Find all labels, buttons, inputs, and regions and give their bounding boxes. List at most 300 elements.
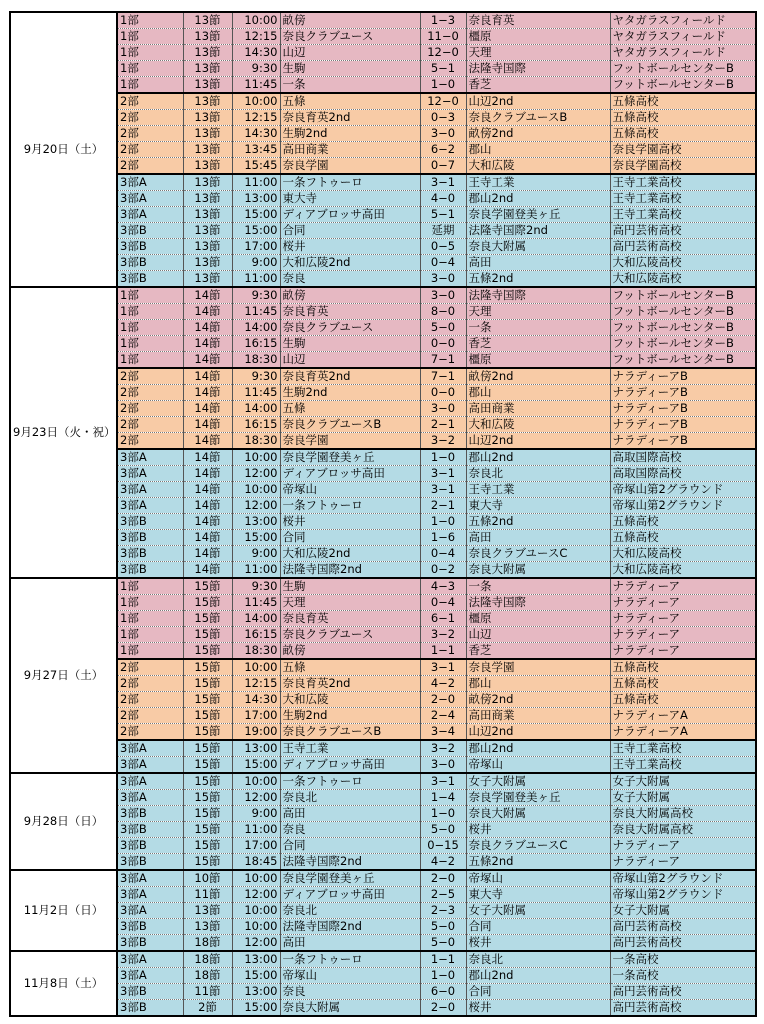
kickoff-time-cell: 18:30 <box>232 643 280 660</box>
venue-cell: 一条高校 <box>610 968 756 984</box>
kickoff-time-cell: 15:00 <box>232 968 280 984</box>
away-team-cell: 帝塚山 <box>466 757 610 774</box>
division-cell: 1部 <box>117 287 183 304</box>
home-team-cell: 山辺 <box>280 45 420 61</box>
away-team-cell: 香芝 <box>466 336 610 352</box>
kickoff-time-cell: 17:00 <box>232 239 280 255</box>
home-team-cell: 山辺 <box>280 352 420 369</box>
division-cell: 3部A <box>117 740 183 757</box>
kickoff-time-cell: 10:00 <box>232 659 280 676</box>
matchday-cell: 14節 <box>183 546 232 562</box>
kickoff-time-cell: 11:45 <box>232 77 280 94</box>
table-row <box>10 482 756 498</box>
matchday-cell: 15節 <box>183 708 232 724</box>
match-schedule-table <box>9 11 757 1017</box>
score-cell: 3−0 <box>420 126 466 142</box>
table-row <box>10 854 756 871</box>
matchday-cell: 13節 <box>183 142 232 158</box>
table-row <box>10 271 756 288</box>
table-row <box>10 773 756 790</box>
kickoff-time-cell: 9:00 <box>232 546 280 562</box>
table-row <box>10 935 756 952</box>
venue-cell: 高円芸術高校 <box>610 919 756 935</box>
home-team-cell: 奈良学園 <box>280 158 420 175</box>
home-team-cell: 奈良育英2nd <box>280 676 420 692</box>
division-cell: 1部 <box>117 352 183 369</box>
venue-cell: ヤタガラスフィールド <box>610 12 756 29</box>
home-team-cell: 奈良学園 <box>280 433 420 450</box>
date-cell: 9月28日（日） <box>10 773 117 870</box>
venue-cell: フットボールセンターB <box>610 77 756 94</box>
away-team-cell: 高田商業 <box>466 708 610 724</box>
score-cell: 5−1 <box>420 61 466 77</box>
table-row <box>10 692 756 708</box>
matchday-cell: 13節 <box>183 126 232 142</box>
matchday-cell: 13節 <box>183 903 232 919</box>
table-row <box>10 29 756 45</box>
kickoff-time-cell: 12:00 <box>232 887 280 903</box>
division-cell: 3部B <box>117 838 183 854</box>
venue-cell: 女子大附属 <box>610 790 756 806</box>
matchday-cell: 15節 <box>183 757 232 774</box>
home-team-cell: 一条フトゥーロ <box>280 174 420 191</box>
division-cell: 3部B <box>117 806 183 822</box>
division-cell: 1部 <box>117 320 183 336</box>
score-cell: 0−0 <box>420 385 466 401</box>
division-cell: 3部B <box>117 239 183 255</box>
table-row <box>10 1000 756 1017</box>
away-team-cell: 合同 <box>466 984 610 1000</box>
kickoff-time-cell: 17:00 <box>232 708 280 724</box>
kickoff-time-cell: 12:15 <box>232 29 280 45</box>
division-cell: 3部B <box>117 514 183 530</box>
kickoff-time-cell: 13:00 <box>232 951 280 968</box>
kickoff-time-cell: 15:00 <box>232 1000 280 1017</box>
table-row <box>10 498 756 514</box>
home-team-cell: ディアブロッサ高田 <box>280 757 420 774</box>
kickoff-time-cell: 15:00 <box>232 207 280 223</box>
table-row <box>10 126 756 142</box>
venue-cell: ナラディーアB <box>610 433 756 450</box>
table-row <box>10 951 756 968</box>
away-team-cell: 畝傍2nd <box>466 692 610 708</box>
matchday-cell: 14節 <box>183 466 232 482</box>
away-team-cell: 橿原 <box>466 29 610 45</box>
venue-cell: ナラディーアA <box>610 708 756 724</box>
kickoff-time-cell: 19:00 <box>232 724 280 741</box>
division-cell: 3部A <box>117 174 183 191</box>
matchday-cell: 18節 <box>183 935 232 952</box>
division-cell: 3部A <box>117 790 183 806</box>
venue-cell: 奈良大附属高校 <box>610 822 756 838</box>
table-row <box>10 417 756 433</box>
venue-cell: 五條高校 <box>610 530 756 546</box>
division-cell: 3部B <box>117 530 183 546</box>
away-team-cell: 郡山2nd <box>466 740 610 757</box>
away-team-cell: 高田 <box>466 530 610 546</box>
table-row <box>10 110 756 126</box>
away-team-cell: 法隆寺国際2nd <box>466 223 610 239</box>
score-cell: 3−2 <box>420 433 466 450</box>
division-cell: 3部A <box>117 951 183 968</box>
kickoff-time-cell: 14:30 <box>232 126 280 142</box>
venue-cell: 高円芸術高校 <box>610 223 756 239</box>
table-row <box>10 45 756 61</box>
score-cell: 3−2 <box>420 627 466 643</box>
table-row <box>10 207 756 223</box>
table-row <box>10 158 756 175</box>
home-team-cell: 一条フトゥーロ <box>280 951 420 968</box>
away-team-cell: 五條2nd <box>466 514 610 530</box>
matchday-cell: 14節 <box>183 530 232 546</box>
kickoff-time-cell: 16:15 <box>232 627 280 643</box>
home-team-cell: 桜井 <box>280 514 420 530</box>
table-row <box>10 968 756 984</box>
matchday-cell: 13節 <box>183 223 232 239</box>
matchday-cell: 14節 <box>183 385 232 401</box>
home-team-cell: 奈良クラブユース <box>280 29 420 45</box>
home-team-cell: ディアブロッサ高田 <box>280 207 420 223</box>
kickoff-time-cell: 10:00 <box>232 903 280 919</box>
table-row <box>10 870 756 887</box>
score-cell: 0−0 <box>420 336 466 352</box>
away-team-cell: 山辺 <box>466 627 610 643</box>
matchday-cell: 13節 <box>183 45 232 61</box>
matchday-cell: 13節 <box>183 207 232 223</box>
venue-cell: 大和広陵高校 <box>610 255 756 271</box>
home-team-cell: 大和広陵 <box>280 692 420 708</box>
home-team-cell: 合同 <box>280 838 420 854</box>
division-cell: 1部 <box>117 45 183 61</box>
kickoff-time-cell: 16:15 <box>232 336 280 352</box>
kickoff-time-cell: 18:30 <box>232 352 280 369</box>
score-cell: 2−4 <box>420 708 466 724</box>
home-team-cell: 一条 <box>280 77 420 94</box>
venue-cell: フットボールセンターB <box>610 336 756 352</box>
kickoff-time-cell: 14:00 <box>232 401 280 417</box>
home-team-cell: 高田 <box>280 935 420 952</box>
venue-cell: 王寺工業高校 <box>610 191 756 207</box>
division-cell: 2部 <box>117 385 183 401</box>
score-cell: 2−0 <box>420 1000 466 1017</box>
matchday-cell: 15節 <box>183 854 232 871</box>
division-cell: 2部 <box>117 126 183 142</box>
table-row <box>10 239 756 255</box>
score-cell: 0−4 <box>420 546 466 562</box>
matchday-cell: 14節 <box>183 336 232 352</box>
score-cell: 延期 <box>420 223 466 239</box>
division-cell: 2部 <box>117 158 183 175</box>
away-team-cell: 五條2nd <box>466 854 610 871</box>
division-cell: 3部A <box>117 887 183 903</box>
matchday-cell: 15節 <box>183 838 232 854</box>
date-cell: 11月8日（土） <box>10 951 117 1016</box>
kickoff-time-cell: 9:30 <box>232 368 280 385</box>
table-row <box>10 12 756 29</box>
kickoff-time-cell: 14:00 <box>232 320 280 336</box>
division-cell: 3部B <box>117 255 183 271</box>
matchday-cell: 13節 <box>183 158 232 175</box>
away-team-cell: 郡山2nd <box>466 449 610 466</box>
kickoff-time-cell: 11:00 <box>232 562 280 579</box>
away-team-cell: 香芝 <box>466 77 610 94</box>
kickoff-time-cell: 12:00 <box>232 466 280 482</box>
matchday-cell: 14節 <box>183 498 232 514</box>
away-team-cell: 王寺工業 <box>466 482 610 498</box>
away-team-cell: 王寺工業 <box>466 174 610 191</box>
away-team-cell: 山辺2nd <box>466 433 610 450</box>
division-cell: 3部B <box>117 223 183 239</box>
division-cell: 2部 <box>117 368 183 385</box>
table-row <box>10 757 756 774</box>
home-team-cell: 奈良育英2nd <box>280 110 420 126</box>
venue-cell: ナラディーアB <box>610 368 756 385</box>
table-row <box>10 984 756 1000</box>
home-team-cell: 奈良育英2nd <box>280 368 420 385</box>
division-cell: 3部B <box>117 984 183 1000</box>
home-team-cell: 奈良 <box>280 271 420 288</box>
date-cell: 9月23日（火・祝） <box>10 287 117 578</box>
kickoff-time-cell: 14:30 <box>232 45 280 61</box>
matchday-cell: 18節 <box>183 968 232 984</box>
kickoff-time-cell: 11:00 <box>232 822 280 838</box>
division-cell: 1部 <box>117 627 183 643</box>
score-cell: 1−6 <box>420 530 466 546</box>
venue-cell: ナラディーアB <box>610 385 756 401</box>
away-team-cell: 大和広陵 <box>466 158 610 175</box>
away-team-cell: 奈良大附属 <box>466 562 610 579</box>
kickoff-time-cell: 9:30 <box>232 287 280 304</box>
venue-cell: ナラディーアB <box>610 417 756 433</box>
table-row <box>10 352 756 369</box>
division-cell: 3部B <box>117 546 183 562</box>
score-cell: 1−4 <box>420 790 466 806</box>
venue-cell: 五條高校 <box>610 676 756 692</box>
division-cell: 2部 <box>117 676 183 692</box>
division-cell: 3部A <box>117 482 183 498</box>
division-cell: 3部A <box>117 466 183 482</box>
score-cell: 0−4 <box>420 595 466 611</box>
home-team-cell: 帝塚山 <box>280 482 420 498</box>
away-team-cell: 法隆寺国際 <box>466 595 610 611</box>
home-team-cell: 東大寺 <box>280 191 420 207</box>
away-team-cell: 高田 <box>466 255 610 271</box>
kickoff-time-cell: 15:00 <box>232 223 280 239</box>
away-team-cell: 橿原 <box>466 611 610 627</box>
date-cell: 9月20日（土） <box>10 12 117 287</box>
venue-cell: 女子大附属 <box>610 903 756 919</box>
kickoff-time-cell: 10:00 <box>232 449 280 466</box>
home-team-cell: 法隆寺国際2nd <box>280 919 420 935</box>
kickoff-time-cell: 12:15 <box>232 676 280 692</box>
away-team-cell: 郡山 <box>466 385 610 401</box>
score-cell: 0−7 <box>420 158 466 175</box>
score-cell: 12−0 <box>420 93 466 110</box>
score-cell: 7−1 <box>420 368 466 385</box>
division-cell: 3部A <box>117 968 183 984</box>
table-row <box>10 740 756 757</box>
venue-cell: 高円芸術高校 <box>610 935 756 952</box>
date-cell: 9月27日（土） <box>10 578 117 773</box>
division-cell: 3部B <box>117 822 183 838</box>
venue-cell: 帝塚山第2グラウンド <box>610 498 756 514</box>
kickoff-time-cell: 13:00 <box>232 984 280 1000</box>
venue-cell: 帝塚山第2グラウンド <box>610 887 756 903</box>
kickoff-time-cell: 10:00 <box>232 773 280 790</box>
table-row <box>10 61 756 77</box>
matchday-cell: 15節 <box>183 578 232 595</box>
venue-cell: 帝塚山第2グラウンド <box>610 870 756 887</box>
kickoff-time-cell: 10:00 <box>232 482 280 498</box>
division-cell: 2部 <box>117 142 183 158</box>
venue-cell: 五條高校 <box>610 110 756 126</box>
table-row <box>10 174 756 191</box>
score-cell: 3−2 <box>420 740 466 757</box>
table-row <box>10 578 756 595</box>
home-team-cell: 王寺工業 <box>280 740 420 757</box>
table-row <box>10 255 756 271</box>
kickoff-time-cell: 9:30 <box>232 61 280 77</box>
kickoff-time-cell: 10:00 <box>232 870 280 887</box>
matchday-cell: 13節 <box>183 191 232 207</box>
division-cell: 1部 <box>117 643 183 660</box>
matchday-cell: 14節 <box>183 449 232 466</box>
matchday-cell: 11節 <box>183 984 232 1000</box>
matchday-cell: 13節 <box>183 77 232 94</box>
venue-cell: 高円芸術高校 <box>610 1000 756 1017</box>
venue-cell: ナラディーア <box>610 627 756 643</box>
score-cell: 6−1 <box>420 611 466 627</box>
home-team-cell: 合同 <box>280 223 420 239</box>
score-cell: 5−0 <box>420 822 466 838</box>
score-cell: 1−0 <box>420 77 466 94</box>
matchday-cell: 15節 <box>183 822 232 838</box>
division-cell: 1部 <box>117 61 183 77</box>
matchday-cell: 13節 <box>183 110 232 126</box>
away-team-cell: 奈良大附属 <box>466 806 610 822</box>
venue-cell: ナラディーア <box>610 643 756 660</box>
division-cell: 3部A <box>117 207 183 223</box>
table-row <box>10 708 756 724</box>
table-row <box>10 336 756 352</box>
home-team-cell: 高田商業 <box>280 142 420 158</box>
kickoff-time-cell: 13:45 <box>232 142 280 158</box>
table-row <box>10 611 756 627</box>
away-team-cell: 帝塚山 <box>466 870 610 887</box>
home-team-cell: 生駒2nd <box>280 385 420 401</box>
matchday-cell: 14節 <box>183 368 232 385</box>
home-team-cell: 生駒 <box>280 578 420 595</box>
table-row <box>10 806 756 822</box>
score-cell: 4−0 <box>420 191 466 207</box>
away-team-cell: 天理 <box>466 45 610 61</box>
home-team-cell: ディアブロッサ高田 <box>280 466 420 482</box>
matchday-cell: 18節 <box>183 951 232 968</box>
table-row <box>10 142 756 158</box>
division-cell: 1部 <box>117 29 183 45</box>
away-team-cell: 桜井 <box>466 935 610 952</box>
venue-cell: 奈良大附属高校 <box>610 806 756 822</box>
home-team-cell: 一条フトゥーロ <box>280 498 420 514</box>
score-cell: 3−1 <box>420 659 466 676</box>
home-team-cell: 奈良育英 <box>280 304 420 320</box>
venue-cell: ナラディーア <box>610 838 756 854</box>
home-team-cell: 合同 <box>280 530 420 546</box>
table-row <box>10 433 756 450</box>
kickoff-time-cell: 14:30 <box>232 692 280 708</box>
away-team-cell: 畝傍2nd <box>466 368 610 385</box>
table-row <box>10 822 756 838</box>
away-team-cell: 桜井 <box>466 1000 610 1017</box>
score-cell: 1−0 <box>420 514 466 530</box>
table-row <box>10 887 756 903</box>
table-row <box>10 287 756 304</box>
division-cell: 1部 <box>117 304 183 320</box>
away-team-cell: 奈良クラブユースC <box>466 838 610 854</box>
table-row <box>10 466 756 482</box>
matchday-cell: 15節 <box>183 773 232 790</box>
venue-cell: 王寺工業高校 <box>610 757 756 774</box>
division-cell: 3部A <box>117 191 183 207</box>
table-row <box>10 546 756 562</box>
venue-cell: ヤタガラスフィールド <box>610 45 756 61</box>
home-team-cell: 生駒2nd <box>280 708 420 724</box>
score-cell: 1−1 <box>420 643 466 660</box>
score-cell: 5−0 <box>420 320 466 336</box>
kickoff-time-cell: 11:00 <box>232 174 280 191</box>
division-cell: 2部 <box>117 708 183 724</box>
kickoff-time-cell: 10:00 <box>232 919 280 935</box>
venue-cell: 高取国際高校 <box>610 466 756 482</box>
matchday-cell: 14節 <box>183 287 232 304</box>
home-team-cell: 奈良北 <box>280 903 420 919</box>
matchday-cell: 14節 <box>183 433 232 450</box>
away-team-cell: 奈良クラブユースB <box>466 110 610 126</box>
kickoff-time-cell: 11:00 <box>232 271 280 288</box>
venue-cell: ナラディーアB <box>610 401 756 417</box>
home-team-cell: 奈良 <box>280 822 420 838</box>
away-team-cell: 奈良育英 <box>466 12 610 29</box>
venue-cell: 大和広陵高校 <box>610 546 756 562</box>
table-row <box>10 530 756 546</box>
table-row <box>10 320 756 336</box>
score-cell: 5−1 <box>420 207 466 223</box>
score-cell: 4−2 <box>420 854 466 871</box>
score-cell: 0−15 <box>420 838 466 854</box>
division-cell: 2部 <box>117 433 183 450</box>
score-cell: 4−3 <box>420 578 466 595</box>
venue-cell: フットボールセンターB <box>610 320 756 336</box>
matchday-cell: 15節 <box>183 643 232 660</box>
home-team-cell: 畝傍 <box>280 287 420 304</box>
away-team-cell: 橿原 <box>466 352 610 369</box>
home-team-cell: 奈良クラブユース <box>280 320 420 336</box>
matchday-cell: 15節 <box>183 790 232 806</box>
division-cell: 2部 <box>117 93 183 110</box>
division-cell: 3部B <box>117 1000 183 1017</box>
table-row <box>10 385 756 401</box>
division-cell: 3部B <box>117 562 183 579</box>
away-team-cell: 天理 <box>466 304 610 320</box>
table-row <box>10 919 756 935</box>
kickoff-time-cell: 11:45 <box>232 595 280 611</box>
matchday-cell: 15節 <box>183 806 232 822</box>
score-cell: 0−4 <box>420 255 466 271</box>
matchday-cell: 13節 <box>183 239 232 255</box>
matchday-cell: 15節 <box>183 611 232 627</box>
home-team-cell: 奈良クラブユースB <box>280 417 420 433</box>
venue-cell: 王寺工業高校 <box>610 174 756 191</box>
